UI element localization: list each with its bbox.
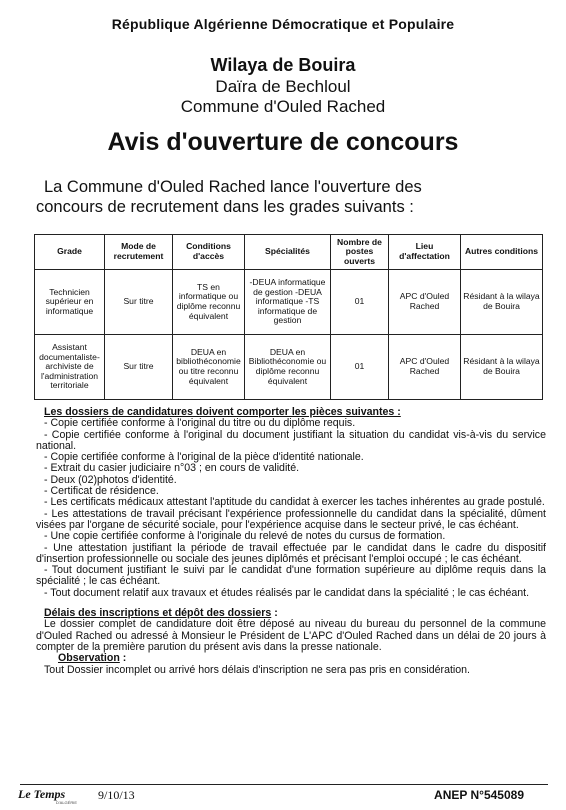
header-specialites: Spécialités	[245, 235, 331, 270]
observation-heading: Observation	[58, 652, 120, 665]
list-item: - Copie certifiée conforme à l'original du titre ou du diplôme requis.	[44, 417, 356, 430]
header-mode: Mode de recrutement	[105, 235, 173, 270]
list-item: - Extrait du casier judiciaire n°03 ; en cours de validité.	[44, 462, 300, 475]
cell-postes: 01	[331, 335, 389, 400]
intro-line-1: La Commune d'Ouled Rached lance l'ouverture des	[44, 178, 422, 196]
publication-date: 9/10/13	[98, 788, 135, 802]
header-autres: Autres conditions	[461, 235, 543, 270]
observation-heading-suffix: :	[119, 652, 127, 665]
cell-autres: Résidant à la wilaya de Bouira	[461, 335, 543, 400]
cell-postes: 01	[331, 270, 389, 335]
header-conditions: Conditions d'accès	[173, 235, 245, 270]
commune-name: Commune d'Ouled Rached	[180, 97, 386, 116]
list-item: - Les certificats médicaux attestant l'aptitude du candidat à exercer les taches inhérentes au grade postulé.	[44, 496, 545, 509]
list-item: - Copie certifiée conforme à l'original du document justifiant la situation du candidat vis-à-vis du service national.	[36, 428, 546, 452]
table-header-row	[35, 235, 543, 270]
newspaper-logo-sub: D'ALGÉRIE	[56, 800, 77, 805]
delais-text: Le dossier complet de candidature doit être déposé au niveau du bureau du personnel de la commune d'Ouled Rached ou adressé à Monsieur le Président de L'APC d'Ouled Rached dans un délai de 20 jours à compter de la première parution du présent avis dans la presse nationale.	[36, 618, 546, 653]
table-row	[35, 335, 543, 400]
cell-grade: Technicien supérieur en informatique	[35, 270, 105, 335]
cell-lieu: APC d'Ouled Rached	[389, 270, 461, 335]
positions-table	[34, 234, 543, 400]
dossiers-heading: Les dossiers de candidatures doivent comporter les pièces suivantes :	[44, 406, 401, 418]
notice-body	[36, 407, 546, 676]
observation-heading-line	[36, 653, 546, 664]
notice-title: Avis d'ouverture de concours	[107, 128, 459, 156]
cell-specialites: -DEUA informatique de gestion -DEUA informatique -TS informatique de gestion	[245, 270, 331, 335]
cell-specialites: DEUA en Bibliothéconomie ou diplôme reconnu équivalent	[245, 335, 331, 400]
cell-lieu: APC d'Ouled Rached	[389, 335, 461, 400]
list-item: - Certificat de résidence.	[44, 485, 159, 498]
list-item: - Une attestation justifiant la période de travail effectuée par le candidat dans le cadre du dispositif d'insertion professionnelle ou sociale des jeunes diplômés et précisant l'emploi occupé ; le cas échéant.	[36, 541, 546, 565]
observation-text: Tout Dossier incomplet ou arrivé hors délais d'inscription ne sera pas pris en considération.	[44, 663, 470, 676]
list-item: - Tout document justifiant le suivi par le candidat d'une formation supérieure au diplôme requis dans la spécialité ; le cas échéant.	[36, 564, 546, 588]
delais-heading-suffix: :	[271, 607, 278, 620]
cell-grade: Assistant documentaliste-archiviste de l'administration territoriale	[35, 335, 105, 400]
intro-line-2: concours de recrutement dans les grades suivants :	[36, 198, 414, 216]
daira-name: Daïra de Bechloul	[215, 77, 351, 96]
intro-paragraph	[36, 177, 556, 217]
list-item: - Copie certifiée conforme à l'original de la pièce d'identité nationale.	[44, 451, 364, 464]
header-lieu: Lieu d'affectation	[389, 235, 461, 270]
anep-number: ANEP N°545089	[434, 788, 524, 802]
cell-mode: Sur titre	[105, 270, 173, 335]
table-row	[35, 270, 543, 335]
cell-conditions: DEUA en bibliothéconomie ou titre reconnu équivalent	[173, 335, 245, 400]
newspaper-logo: Le Temps	[18, 787, 66, 801]
list-item: - Les attestations de travail précisant l'expérience professionnelle du candidat dans la spécialité, dûment visées par l'organe de sécurité sociale, pour l'expérience acquise dans le secteur privé, le cas échéant.	[36, 507, 546, 531]
cell-mode: Sur titre	[105, 335, 173, 400]
republic-header: République Algérienne Démocratique et Populaire	[111, 16, 455, 32]
header-grade: Grade	[35, 235, 105, 270]
list-item: - Tout document relatif aux travaux et études réalisés par le candidat dans la spécialité ; le cas échéant.	[44, 586, 530, 599]
cell-autres: Résidant à la wilaya de Bouira	[461, 270, 543, 335]
cell-conditions: TS en informatique ou diplôme reconnu équivalent	[173, 270, 245, 335]
list-item: - Une copie certifiée conforme à l'originale du relevé de notes du cursus de formation.	[44, 530, 446, 543]
list-item: - Deux (02)photos d'identité.	[44, 473, 177, 486]
delais-heading: Délais des inscriptions et dépôt des dossiers	[44, 607, 272, 620]
header-postes: Nombre de postes ouverts	[331, 235, 389, 270]
wilaya-name: Wilaya de Bouira	[210, 55, 356, 75]
